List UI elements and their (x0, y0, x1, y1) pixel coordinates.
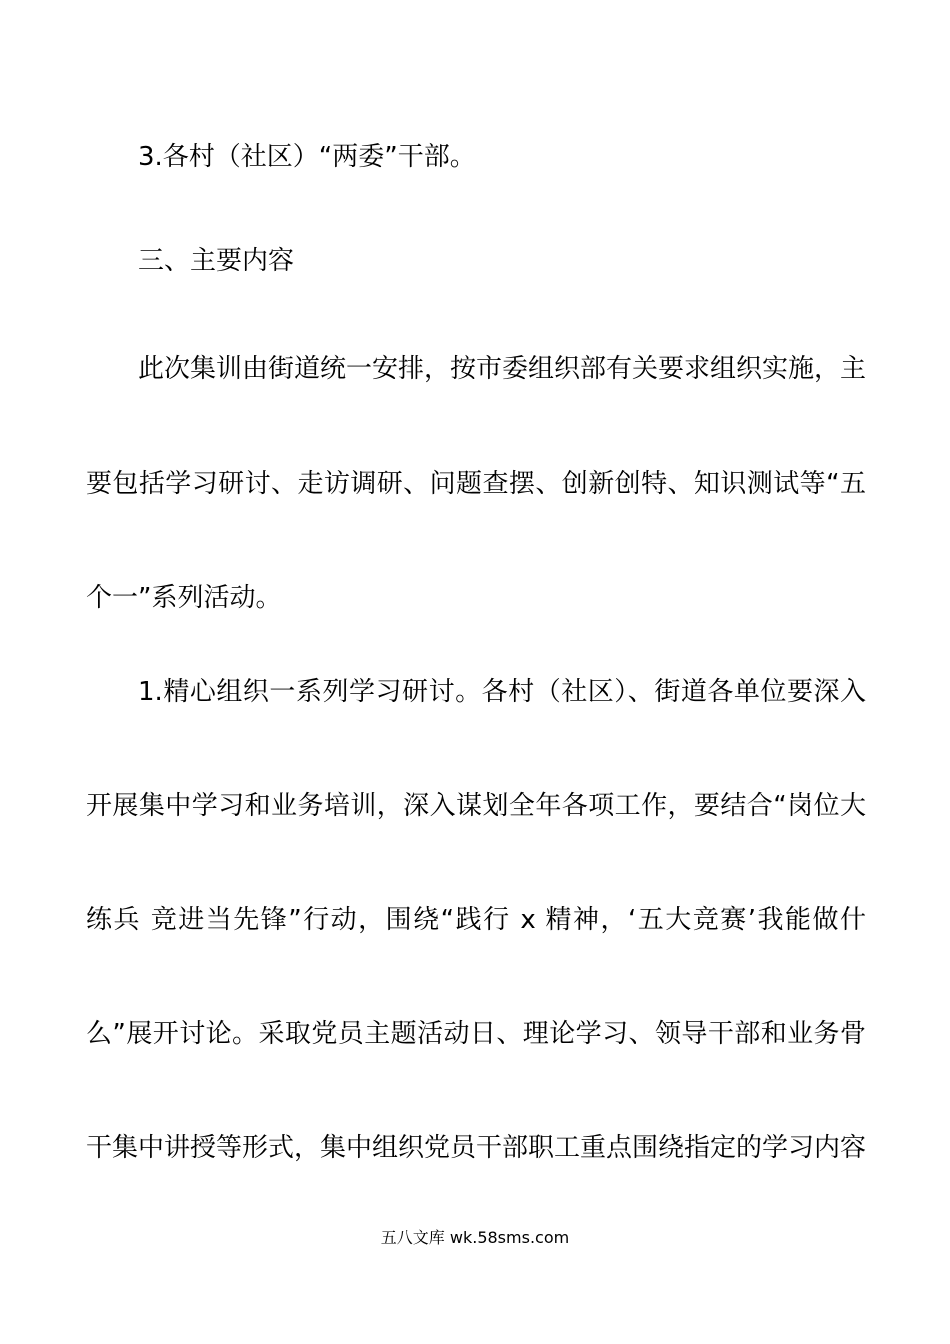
paragraph-line: 个一”系列活动。 (86, 583, 282, 613)
paragraph-line: 开展集中学习和业务培训，深入谋划全年各项工作，要结合“岗位大 (86, 791, 866, 821)
paragraph-line: 么”展开讨论。采取党员主题活动日、理论学习、领导干部和业务骨 (86, 1019, 866, 1049)
paragraph-line: 1.精心组织一系列学习研讨。各村（社区）、街道各单位要深入 (138, 677, 866, 707)
paragraph-line: 干集中讲授等形式，集中组织党员干部职工重点围绕指定的学习内容 (86, 1133, 867, 1163)
page-footer-watermark: 五八文库 wk.58sms.com (380, 1228, 570, 1247)
section-heading-main-content: 三、主要内容 (138, 246, 295, 276)
paragraph-line: 此次集训由街道统一安排，按市委组织部有关要求组织实施，主 (138, 354, 867, 384)
paragraph-line: 要包括学习研讨、走访调研、问题查摆、创新创特、知识测试等“五 (86, 469, 866, 499)
paragraph-line: 练兵 竞进当先锋”行动，围绕“践行 x 精神，‘五大竞赛’我能做什 (86, 905, 866, 935)
list-item-village-cadres: 3.各村（社区）“两委”干部。 (138, 142, 476, 172)
